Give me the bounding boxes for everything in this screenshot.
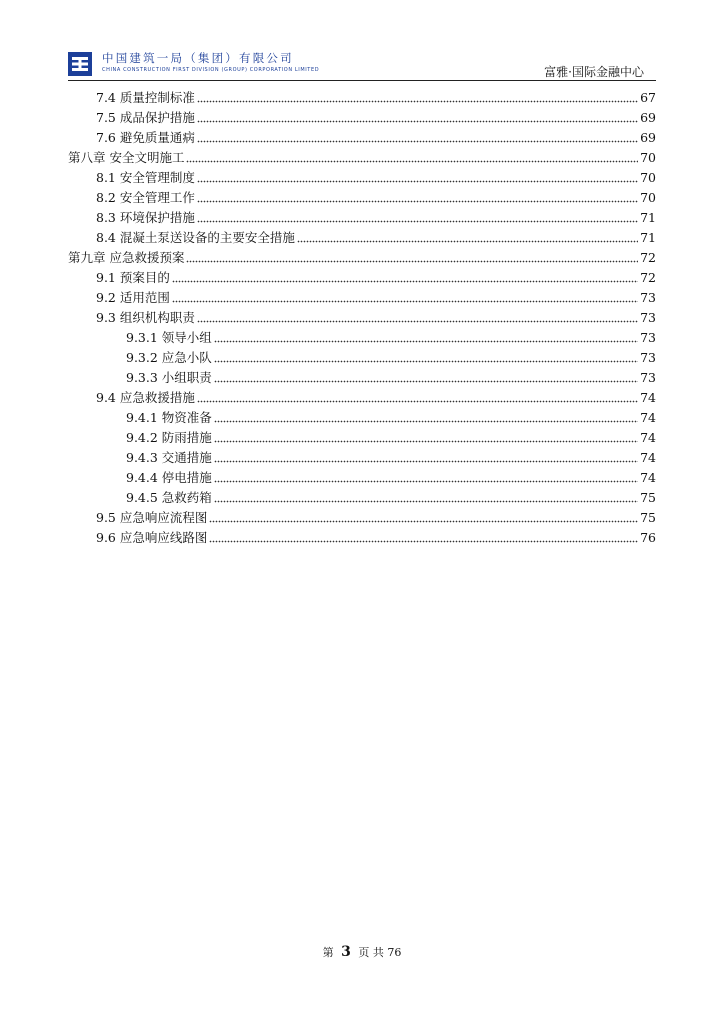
toc-entry-page: 73	[640, 290, 656, 305]
toc-entry-page: 74	[640, 450, 656, 465]
toc-entry[interactable]	[68, 448, 656, 468]
toc-entry-page: 73	[640, 350, 656, 365]
toc-dot-leader	[197, 113, 638, 123]
toc-dot-leader	[214, 333, 638, 343]
toc-entry-title: 9.3.2 应急小队	[126, 350, 212, 365]
toc-dot-leader	[197, 213, 638, 223]
toc-entry-page: 74	[640, 470, 656, 485]
company-name-en: CHINA CONSTRUCTION FIRST DIVISION (GROUP) CORPORATION LIMITED	[102, 67, 320, 73]
toc-entry-title: 9.6 应急响应线路图	[96, 530, 208, 545]
toc-dot-leader	[186, 153, 638, 163]
toc-dot-leader	[214, 493, 638, 503]
toc-entry-page: 74	[640, 390, 656, 405]
toc-entry[interactable]	[68, 468, 656, 488]
toc-entry[interactable]	[68, 428, 656, 448]
toc-entry-title: 7.6 避免质量通病	[96, 130, 195, 145]
toc-dot-leader	[214, 373, 638, 383]
current-page-number: 3	[341, 944, 351, 960]
toc-entry-title: 9.4.1 物资准备	[126, 410, 212, 425]
toc-entry[interactable]	[68, 308, 656, 328]
toc-entry[interactable]	[68, 388, 656, 408]
toc-entry-title: 8.2 安全管理工作	[96, 190, 195, 205]
toc-dot-leader	[197, 133, 638, 143]
toc-dot-leader	[197, 393, 638, 403]
toc-dot-leader	[214, 473, 638, 483]
toc-entry-title: 9.4.4 停电措施	[126, 470, 212, 485]
toc-entry-page: 70	[640, 190, 656, 205]
toc-entry-title: 9.3 组织机构职责	[96, 310, 195, 325]
toc-dot-leader	[214, 453, 638, 463]
toc-entry-title: 9.3.3 小组职责	[126, 370, 212, 385]
toc-entry[interactable]	[68, 268, 656, 288]
toc-entry-title: 9.3.1 领导小组	[126, 330, 212, 345]
toc-entry[interactable]	[68, 148, 656, 168]
toc-dot-leader	[197, 313, 638, 323]
toc-dot-leader	[214, 413, 638, 423]
toc-entry-title: 7.5 成品保护措施	[96, 110, 195, 125]
toc-entry-page: 72	[640, 270, 656, 285]
toc-entry-page: 69	[640, 110, 656, 125]
toc-dot-leader	[172, 293, 638, 303]
toc-entry[interactable]	[68, 88, 656, 108]
toc-entry-title: 9.1 预案目的	[96, 270, 170, 285]
toc-entry-page: 71	[640, 210, 656, 225]
toc-entry[interactable]	[68, 108, 656, 128]
toc-entry[interactable]	[68, 528, 656, 548]
toc-entry-title: 9.2 适用范围	[96, 290, 170, 305]
toc-dot-leader	[209, 513, 638, 523]
footer-prefix: 第	[322, 946, 334, 959]
toc-entry[interactable]	[68, 408, 656, 428]
toc-entry-page: 67	[640, 90, 656, 105]
toc-entry-title: 9.4.5 急救药箱	[126, 490, 212, 505]
toc-dot-leader	[214, 433, 638, 443]
project-name: 富雅·国际金融中心	[544, 65, 644, 79]
toc-entry-title: 8.3 环境保护措施	[96, 210, 195, 225]
toc-entry[interactable]	[68, 188, 656, 208]
toc-entry-page: 73	[640, 310, 656, 325]
toc-dot-leader	[197, 193, 638, 203]
toc-entry[interactable]	[68, 348, 656, 368]
table-of-contents	[68, 88, 656, 548]
toc-entry-page: 73	[640, 330, 656, 345]
toc-dot-leader	[297, 233, 638, 243]
toc-entry-page: 75	[640, 490, 656, 505]
total-pages: 76	[387, 946, 402, 959]
toc-entry-title: 7.4 质量控制标准	[96, 90, 195, 105]
toc-entry-page: 72	[640, 250, 656, 265]
toc-entry-page: 70	[640, 170, 656, 185]
toc-entry-page: 75	[640, 510, 656, 525]
logo-mark-icon	[71, 55, 89, 73]
toc-entry-title: 8.1 安全管理制度	[96, 170, 195, 185]
toc-entry-page: 71	[640, 230, 656, 245]
toc-entry[interactable]	[68, 208, 656, 228]
toc-entry-title: 9.4.3 交通措施	[126, 450, 212, 465]
toc-entry-page: 76	[640, 530, 656, 545]
toc-entry[interactable]	[68, 288, 656, 308]
toc-entry[interactable]	[68, 128, 656, 148]
toc-dot-leader	[197, 173, 638, 183]
toc-entry-title: 9.5 应急响应流程图	[96, 510, 208, 525]
toc-entry[interactable]	[68, 508, 656, 528]
toc-dot-leader	[172, 273, 638, 283]
toc-entry-title: 9.4.2 防雨措施	[126, 430, 212, 445]
footer-middle: 页 共	[358, 946, 384, 959]
toc-entry-page: 69	[640, 130, 656, 145]
toc-entry-title: 9.4 应急救援措施	[96, 390, 195, 405]
toc-dot-leader	[186, 253, 638, 263]
toc-entry[interactable]	[68, 488, 656, 508]
toc-entry-page: 73	[640, 370, 656, 385]
toc-dot-leader	[214, 353, 638, 363]
toc-entry[interactable]	[68, 248, 656, 268]
toc-dot-leader	[197, 93, 638, 103]
toc-entry[interactable]	[68, 228, 656, 248]
toc-entry-title: 第九章 应急救援预案	[68, 250, 185, 265]
page-footer	[0, 944, 724, 960]
toc-entry-page: 74	[640, 430, 656, 445]
page-header	[68, 50, 656, 81]
toc-entry[interactable]	[68, 328, 656, 348]
toc-entry-title: 8.4 混凝土泵送设备的主要安全措施	[96, 230, 295, 245]
toc-entry[interactable]	[68, 368, 656, 388]
toc-entry[interactable]	[68, 168, 656, 188]
toc-entry-page: 70	[640, 150, 656, 165]
toc-entry-title: 第八章 安全文明施工	[68, 150, 185, 165]
toc-dot-leader	[209, 533, 638, 543]
toc-entry-page: 74	[640, 410, 656, 425]
company-name-cn: 中国建筑一局（集团）有限公司	[102, 51, 294, 65]
company-logo-icon	[68, 52, 92, 76]
